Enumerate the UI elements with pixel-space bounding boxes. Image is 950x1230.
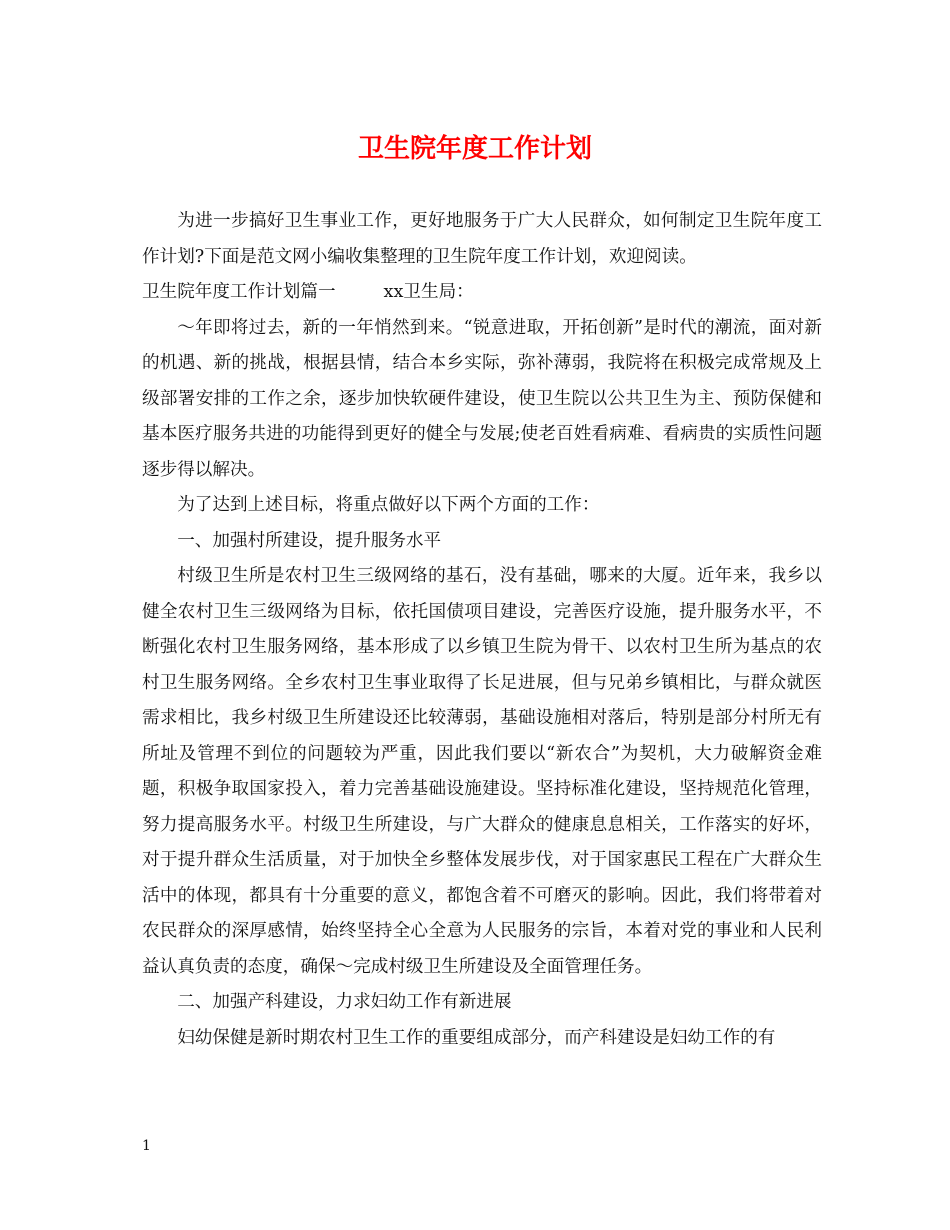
paragraph-goals: 为了达到上述目标，将重点做好以下两个方面的工作： bbox=[177, 495, 600, 515]
addressee: xx卫生局： bbox=[383, 282, 474, 302]
section-heading-line bbox=[142, 275, 822, 311]
subheading-village-clinics: 一、加强村所建设，提升服务水平 bbox=[177, 530, 442, 551]
paragraph-new-year: ～年即将过去，新的一年悄然到来。“锐意进取，开拓创新”是时代的潮流，面对新的机遇、新的挑战，根据县情，结合本乡实际，弥补薄弱，我院将在积极完成常规及上级部署安排的工作之余，逐步加快软硬件建设，使卫生院以公共卫生为主、预防保健和基本医疗服务共进的功能得到更好的健全与发展;使老百姓看病难、看病贵的实质性问题逐步得以解决。 bbox=[142, 317, 822, 480]
document-title: 卫生院年度工作计划 bbox=[357, 134, 592, 164]
section-heading: 卫生院年度工作计划篇一 bbox=[142, 282, 336, 302]
subheading-obstetrics: 二、加强产科建设，力求妇幼工作有新进展 bbox=[177, 992, 512, 1012]
document-body bbox=[142, 204, 822, 1056]
intro-paragraph: 为进一步搞好卫生事业工作，更好地服务于广大人民群众，如何制定卫生院年度工作计划?下面是范文网小编收集整理的卫生院年度工作计划，欢迎阅读。 bbox=[142, 211, 822, 267]
paragraph-village-clinics: 村级卫生所是农村卫生三级网络的基石，没有基础，哪来的大厦。近年来，我乡以健全农村卫生三级网络为目标，依托国债项目建设，完善医疗设施，提升服务水平，不断强化农村卫生服务网络，基本形成了以乡镇卫生院为骨干、以农村卫生所为基点的农村卫生服务网络。全乡农村卫生事业取得了长足进展，但与兄弟乡镇相比，与群众就医需求相比，我乡村级卫生所建设还比较薄弱，基础设施相对落后，特别是部分村所无有所址及管理不到位的问题较为严重，因此我们要以“新农合”为契机，大力破解资金难题，积极争取国家投入，着力完善基础设施建设。坚持标准化建设，坚持规范化管理，努力提高服务水平。村级卫生所建设，与广大群众的健康息息相关，工作落实的好坏，对于提升群众生活质量，对于加快全乡整体发展步伐，对于国家惠民工程在广大群众生活中的体现，都具有十分重要的意义，都饱含着不可磨灭的影响。因此，我们将带着对农民群众的深厚感情，始终坚持全心全意为人民服务的宗旨，本着对党的事业和人民利益认真负责的态度，确保～完成村级卫生所建设及全面管理任务。 bbox=[142, 566, 822, 977]
paragraph-maternal-child: 妇幼保健是新时期农村卫生工作的重要组成部分，而产科建设是妇幼工作的有 bbox=[177, 1027, 776, 1048]
page-number: 1 bbox=[142, 1138, 151, 1154]
